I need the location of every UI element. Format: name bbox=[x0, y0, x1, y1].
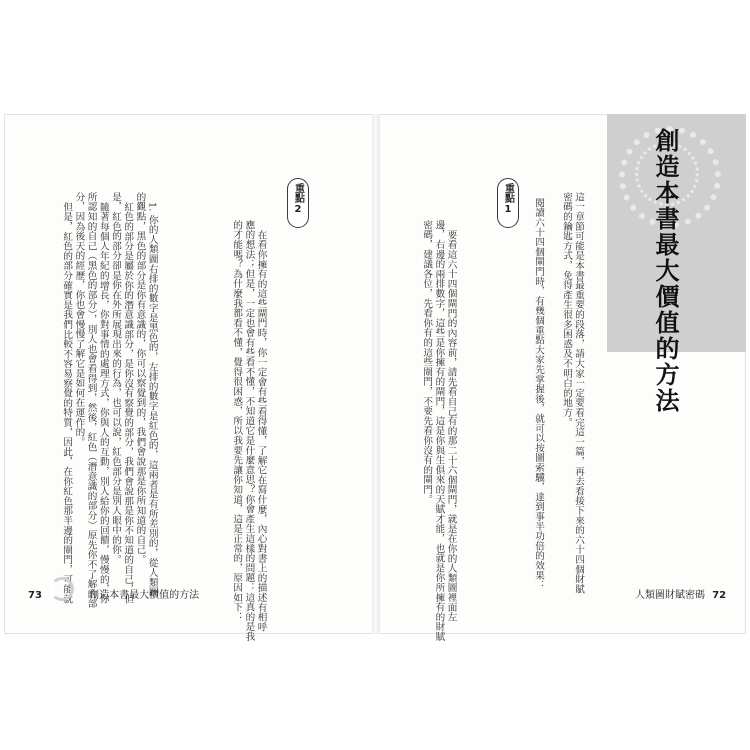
page-number: 72 bbox=[712, 590, 727, 601]
left-footer bbox=[28, 586, 199, 601]
paragraph-line: 的才能嗎？為什麼我都看不懂，覺得很困惑，所以我要先讓你知道，這是正常的，原因如下： bbox=[231, 220, 243, 622]
paragraph-line: 分，因為後天的經歷，你也會慢慢了解它是如何在運作的。 bbox=[73, 192, 85, 447]
footer-title: 創造本書最大價值的方法 bbox=[89, 590, 200, 601]
paragraph-line: 要看這六十四個閘門的內容前，請先看自己有的那二十六個閘門，就是在你的人類圖裡面左 bbox=[445, 229, 457, 622]
paragraph-line: 所認知的自己（黑色的部分），別人也會看得到，然後，紅色（潛意識的部分）原先你不了解的部 bbox=[85, 192, 97, 609]
badge-label: 重點 bbox=[502, 183, 514, 203]
key-point-1-text bbox=[420, 220, 457, 641]
badge-number: 1 bbox=[504, 204, 512, 215]
intro-line-1: 這一章節可能是本書最重要的段落，請大家一定要看完這一篇，再去看接下來的六十四個財賦 bbox=[573, 192, 584, 594]
paragraph-line: 1. 你的人類圖右排的數字是黑色的，左排的數字是紅色的，這兩者是有所差別的，從人類圖 bbox=[146, 201, 158, 597]
paragraph-line: 是，紅色的部分卻是你在外所展現出來的行為，也可以說，紅色部分是別人眼中的你。 bbox=[110, 192, 122, 565]
paragraph-line: 但是，紅色的部分確實是我們比較不容易察覺的特質，因此，在你紅色那半邊的閘門，可能就 bbox=[61, 201, 73, 604]
paragraph-line: 應的想法；但是，一定也會有些看不懂，不知道它是什麼意思？你會產生這樣的問題：這真的是我 bbox=[243, 220, 255, 642]
page-number: 73 bbox=[28, 590, 42, 601]
paragraph-line: 密碼，建議各位，先看你有的這些閘門，不要先看你沒有的閘門。 bbox=[421, 220, 433, 505]
paragraph-line: 隨著每個人年紀的增長，你對事情的處理方式，你與人的互動，別人給你的回饋，慢慢的，你 bbox=[97, 201, 109, 604]
book-gutter bbox=[372, 114, 380, 634]
badge-number: 2 bbox=[294, 204, 302, 215]
paragraph-line: 的觀點，黑色的部分是你有意識的，你可以察覺到的，我們會說那是你所知道的自己。 bbox=[134, 192, 146, 565]
chapter-title: 創造本書最大價值的方法 bbox=[651, 128, 679, 414]
item-1-text bbox=[60, 192, 158, 609]
key-point-1-badge bbox=[497, 178, 519, 228]
paragraph-line: 邊，右邊的兩排數字，這些是你擁有的閘門，這是你與生俱來的天賦才能，也就是你所擁有的財賦 bbox=[433, 220, 445, 642]
paragraph-line: 紅色的部分是屬於你的潛意識部分，是你沒有察覺的部分，我們會說那是你不知道的自己，但 bbox=[122, 201, 134, 604]
paragraph-line: 在看你擁有的這些閘門時，你一定會有些看得懂，了解它在寫什麼，內心對書上的描述有相呼 bbox=[255, 229, 267, 632]
key-point-2-badge bbox=[287, 178, 309, 228]
intro-line-3: 閱讀六十四個閘門時，有幾個重點大家先掌握後，就可以按圖索驥，達到事半功倍的效果： bbox=[533, 198, 544, 590]
badge-label: 重點 bbox=[292, 183, 304, 203]
footer-title: 人類圖財賦密碼 bbox=[635, 590, 705, 601]
key-point-2-text bbox=[230, 220, 267, 641]
intro-line-2: 密碼的鑰匙方式，免得產生很多困惑及不明白的地方。 bbox=[561, 192, 572, 428]
right-footer bbox=[635, 586, 726, 601]
